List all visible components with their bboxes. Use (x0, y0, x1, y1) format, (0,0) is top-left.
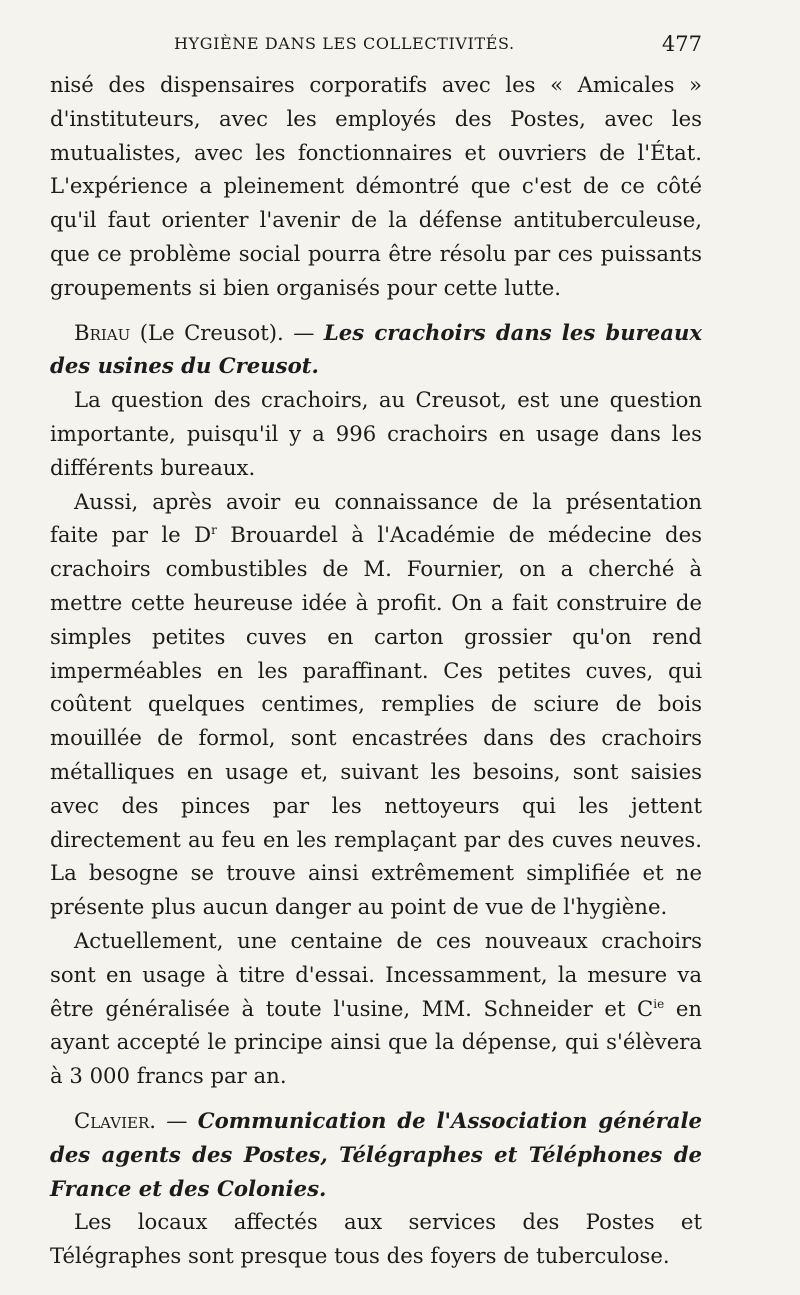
page-header (50, 34, 702, 62)
page-body (50, 68, 702, 1273)
paragraph-continuation: nisé des dispensaires corporatifs avec les « Amicales » d'instituteurs, avec les employés des Postes, avec les mutualistes, avec les fonctionnaires et ouvriers de l'État. L'expérience a pleinement démontré que c'est de ce côté qu'il faut orienter l'avenir de la défense antituberculeuse, que ce problème social pourra être résolu par ces puissants groupements si bien organisés pour cette lutte. (50, 72, 702, 300)
entry-briau (50, 316, 702, 384)
superscript: r (211, 523, 217, 538)
paragraph-text: en ayant accepté le principe ainsi que la dépense, qui s'élèvera à 3 000 francs par an. (50, 995, 703, 1089)
paragraph-actuellement (50, 924, 702, 1093)
author-name: Clavier (74, 1107, 150, 1133)
paragraph-cuves (50, 485, 702, 924)
paragraph-text: Actuellement, une centaine de ces nouveaux crachoirs sont en usage à titre d'essai. Incessamment, la mesure va être généralisée à toute l'usine, MM. Schneider et C (50, 927, 702, 1021)
author-place: (Le Creusot). — (130, 319, 324, 345)
entry-clavier (50, 1104, 702, 1205)
superscript: ie (653, 996, 665, 1011)
paragraph-locaux: Les locaux affectés aux services des Postes et Télégraphes sont presque tous des foyers de tuberculose. (50, 1209, 702, 1269)
paragraph-text: Brouardel à l'Académie de médecine des crachoirs combustibles de M. Fournier, on a cherché à mettre cette heureuse idée à profit. On a fait construire de simples petites cuves en carton grossier qu'on rend imperméables en les paraffinant. Ces petites cuves, qui coûtent quelques centimes, remplies de sciure de bois mouillée de formol, sont encastrées dans des crachoirs métalliques en usage et, suivant les besoins, sont saisies avec des pinces par les nettoyeurs qui les jettent directement au feu en les remplaçant par des cuves neuves. La besogne se trouve ainsi extrêmement simplifiée et ne présente plus aucun danger au point de vue de l'hygiène. (50, 522, 702, 920)
page-number: 477 (661, 32, 702, 56)
entry-title: Les crachoirs dans les bureaux des usines du Creusot. (50, 319, 703, 379)
paragraph-text: Aussi, après avoir eu connaissance de la présentation faite par le D (50, 488, 702, 548)
paragraph-question: La question des crachoirs, au Creusot, est une question importante, puisqu'il y a 996 crachoirs en usage dans les différents bureaux. (50, 387, 702, 480)
author-name: Briau (74, 319, 131, 345)
separator: . — (149, 1107, 198, 1133)
entry-title: Communication de l'Association générale des agents des Postes, Télégraphes et Téléphones de France et des Colonies. (50, 1107, 702, 1201)
running-head: HYGIÈNE DANS LES COLLECTIVITÉS. (174, 34, 515, 53)
